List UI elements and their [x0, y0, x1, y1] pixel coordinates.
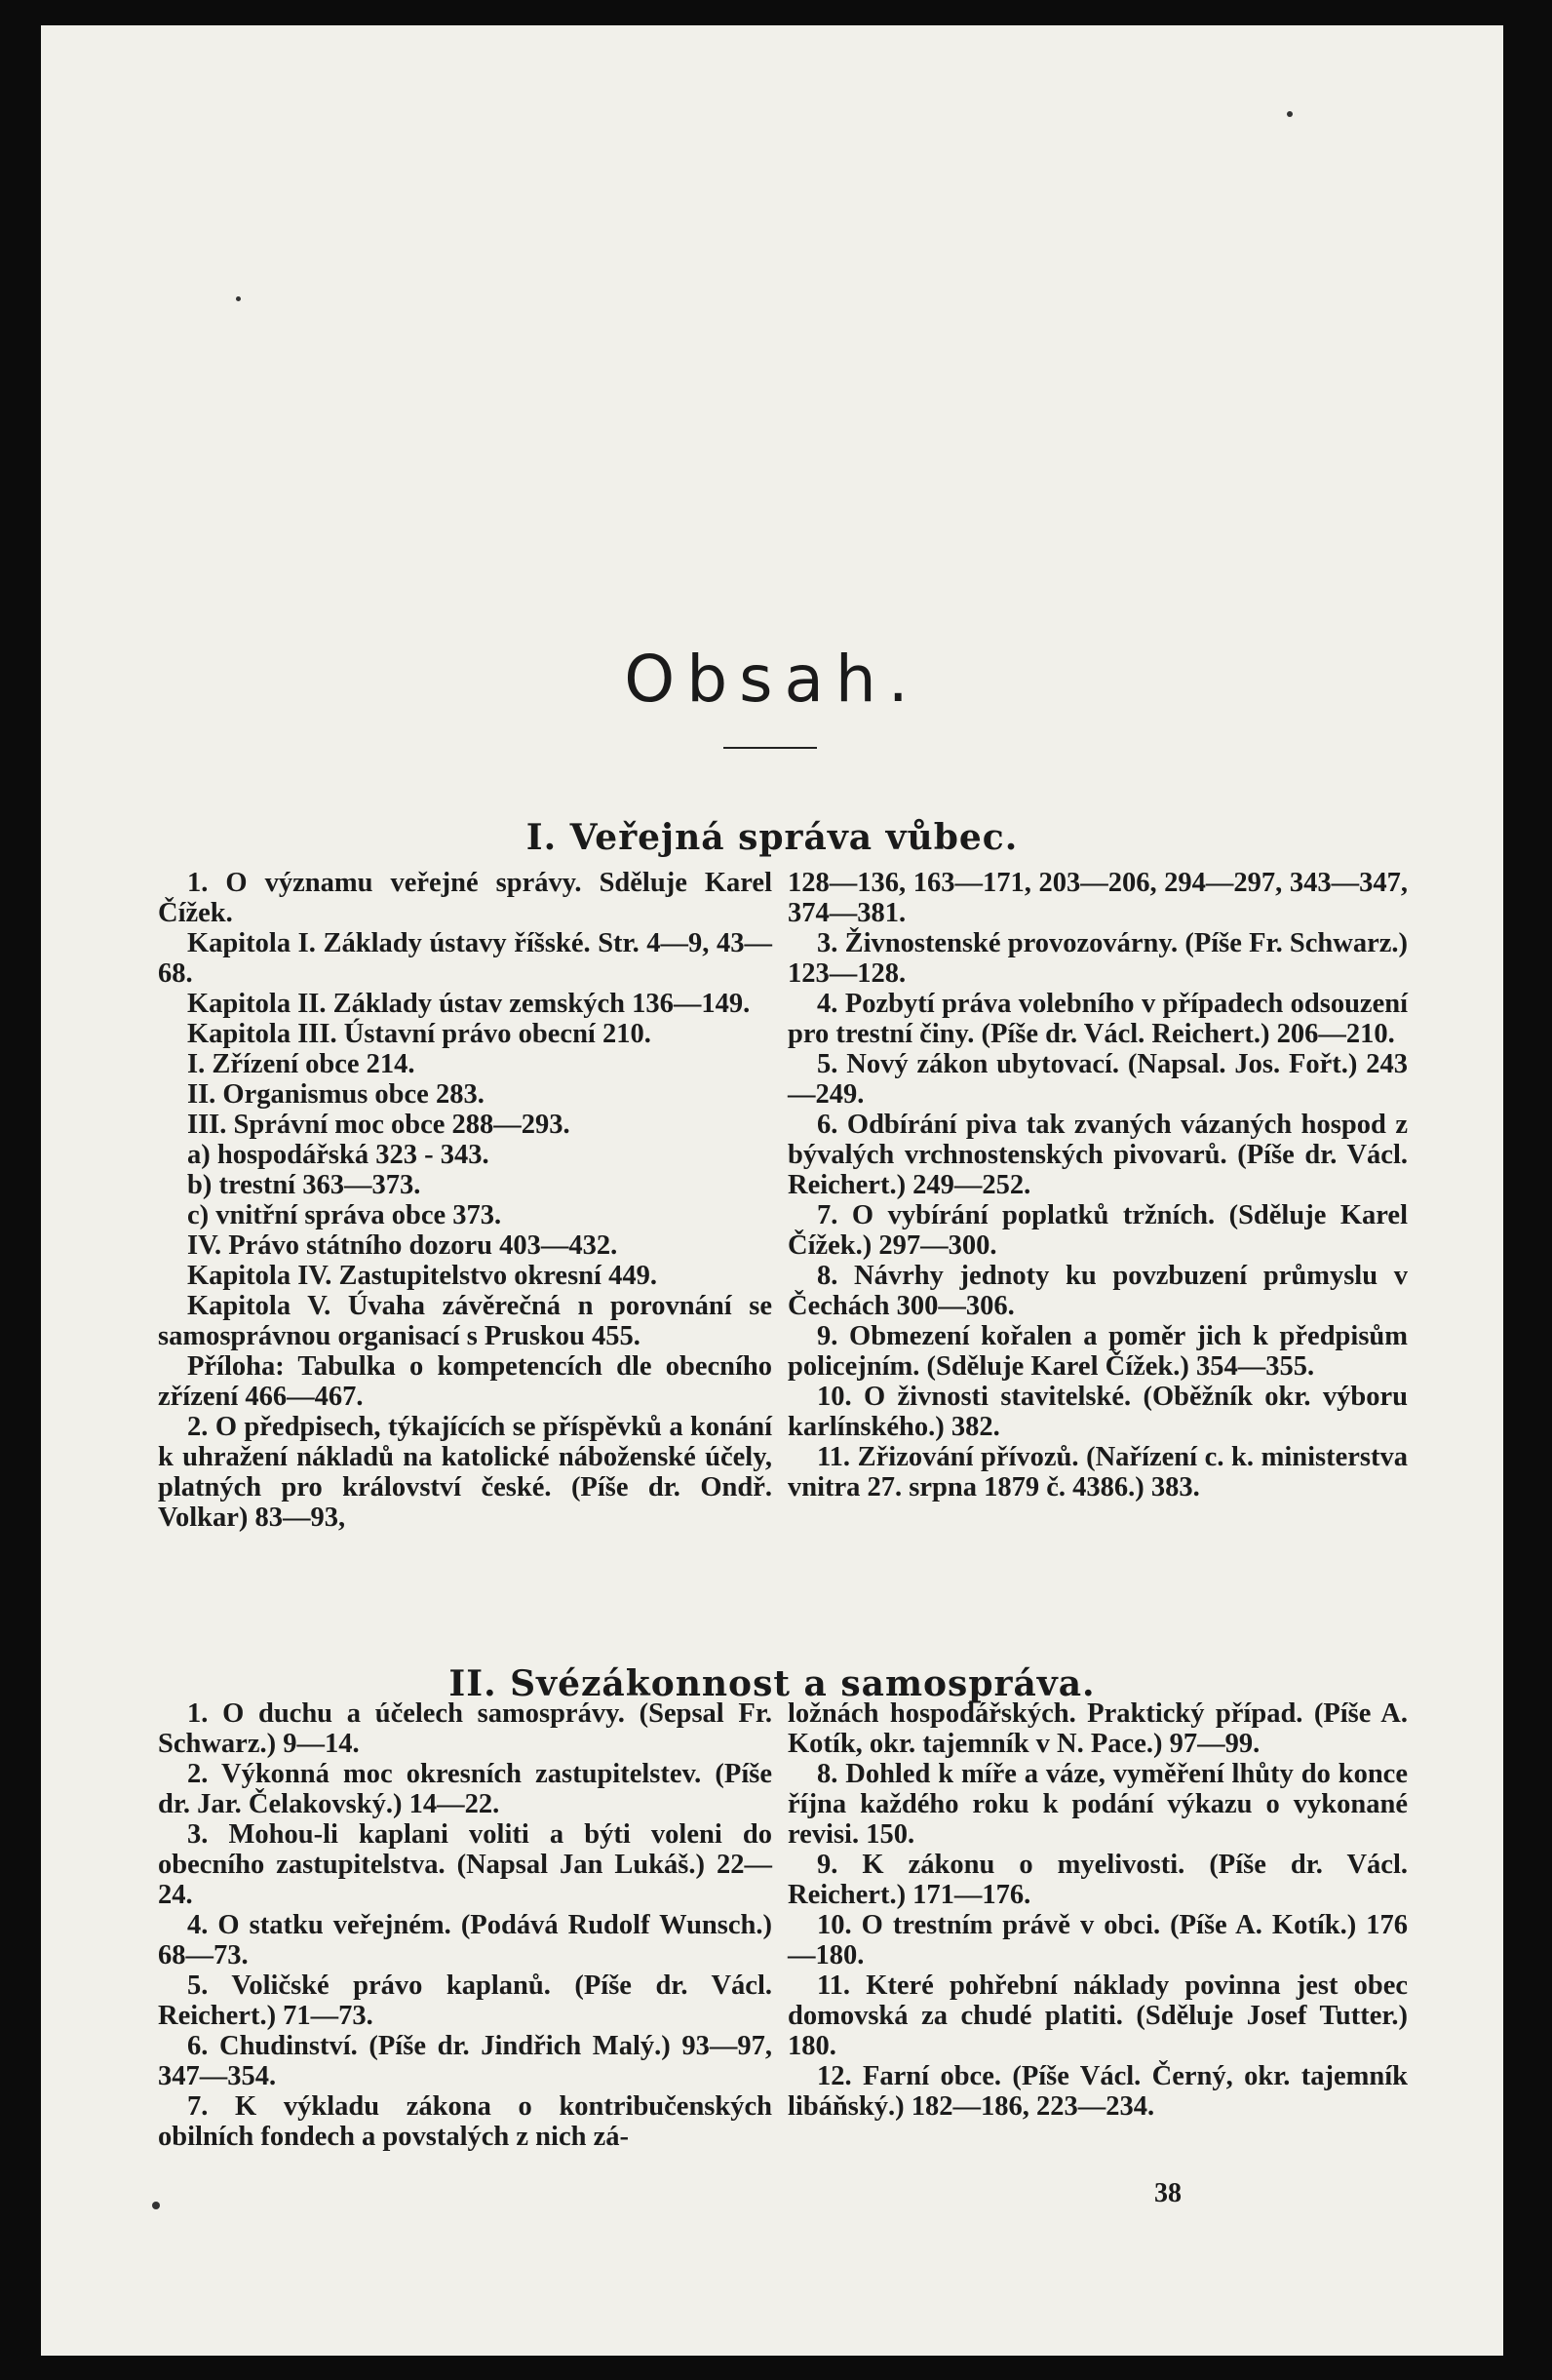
section-2-right-column [788, 1698, 1408, 2122]
toc-entry: b) trestní 363—373. [187, 1170, 421, 1200]
section-2-title: II. Svézákonnost a samospráva. [448, 1663, 1096, 1704]
section-2-left-column [158, 1698, 772, 2152]
toc-entry: 8. Návrhy jednoty ku povzbuzení průmyslu v Čechách 300—306. [788, 1261, 1408, 1321]
toc-entry: 11. Které pohřební náklady povinna jest obec domovská za chudé platiti. (Sděluje Josef Tutter.) 180. [788, 1970, 1408, 2061]
toc-entry: Kapitola III. Ústavní právo obecní 210. [187, 1019, 651, 1049]
toc-entry: 6. Odbírání piva tak zvaných vázaných hospod z bývalých vrchnostenských pivovarů. (Píše dr. Václ. Reichert.) 249—252. [788, 1110, 1408, 1200]
section-1-left-column [158, 868, 772, 1533]
section-1-title: I. Veřejná správa vůbec. [525, 817, 1019, 858]
toc-entry: I. Zřízení obce 214. [187, 1049, 415, 1079]
toc-entry: 1. O významu veřejné správy. Sděluje Karel Čížek. [158, 868, 772, 928]
toc-entry: II. Organismus obce 283. [187, 1079, 485, 1110]
toc-entry: Kapitola I. Základy ústavy říšské. Str. 4—9, 43—68. [158, 928, 772, 989]
toc-entry: 4. O statku veřejném. (Podává Rudolf Wunsch.) 68—73. [158, 1910, 772, 1970]
toc-entry: 3. Živnostenské provozovárny. (Píše Fr. Schwarz.) 123—128. [788, 928, 1408, 989]
toc-entry: 9. K zákonu o myelivosti. (Píše dr. Václ. Reichert.) 171—176. [788, 1850, 1408, 1910]
ink-speck [152, 2202, 160, 2209]
toc-entry: 5. Voličské právo kaplanů. (Píše dr. Václ. Reichert.) 71—73. [158, 1970, 772, 2031]
toc-entry: 3. Mohou-li kaplani voliti a býti voleni do obecního zastupitelstva. (Napsal Jan Lukáš.) 22—24. [158, 1819, 772, 1910]
document-page [41, 25, 1503, 2356]
toc-entry: 9. Obmezení kořalen a poměr jich k předpisům policejním. (Sděluje Karel Čížek.) 354—355. [788, 1321, 1408, 1382]
ink-speck [236, 296, 241, 301]
toc-entry: 7. K výkladu zákona o kontribučenských obilních fondech a povstalých z nich zá- [158, 2091, 772, 2152]
toc-entry: 2. O předpisech, týkajících se příspěvků a konání k uhražení nákladů na katolické náboženské účely, platných pro království české. (Píše dr. Ondř. Volkar) 83—93, [158, 1412, 772, 1533]
toc-entry: 10. O živnosti stavitelské. (Oběžník okr. výboru karlínského.) 382. [788, 1382, 1408, 1442]
toc-entry: 6. Chudinství. (Píše dr. Jindřich Malý.) 93—97, 347—354. [158, 2031, 772, 2091]
toc-entry: 7. O vybírání poplatků tržních. (Sděluje Karel Čížek.) 297—300. [788, 1200, 1408, 1261]
toc-entry: a) hospodářská 323 - 343. [187, 1140, 489, 1170]
page-number: 38 [1154, 2178, 1182, 2208]
toc-entry: Kapitola IV. Zastupitelstvo okresní 449. [187, 1261, 657, 1291]
toc-entry: 8. Dohled k míře a váze, vyměření lhůty do konce října každého roku k podání výkazu o vykonané revisi. 150. [788, 1759, 1408, 1850]
toc-entry: ložnách hospodářských. Praktický případ. (Píše A. Kotík, okr. tajemník v N. Pace.) 97—99. [788, 1698, 1408, 1759]
toc-entry: 2. Výkonná moc okresních zastupitelstev. (Píše dr. Jar. Čelakovský.) 14—22. [158, 1759, 772, 1819]
toc-entry: Příloha: Tabulka o kompetencích dle obecního zřízení 466—467. [158, 1351, 772, 1412]
toc-entry: Kapitola V. Úvaha závěrečná n porovnání se samosprávnou organisací s Pruskou 455. [158, 1291, 772, 1351]
toc-entry: 1. O duchu a účelech samosprávy. (Sepsal Fr. Schwarz.) 9—14. [158, 1698, 772, 1759]
ink-speck [1287, 111, 1293, 117]
title-rule [723, 747, 817, 749]
toc-entry: 10. O trestním právě v obci. (Píše A. Kotík.) 176—180. [788, 1910, 1408, 1970]
section-1-right-column [788, 868, 1408, 1502]
toc-entry: 5. Nový zákon ubytovací. (Napsal. Jos. Fořt.) 243—249. [788, 1049, 1408, 1110]
toc-entry: c) vnitřní správa obce 373. [187, 1200, 502, 1230]
toc-entry: 11. Zřizování přívozů. (Nařízení c. k. ministerstva vnitra 27. srpna 1879 č. 4386.) 383. [788, 1442, 1408, 1502]
toc-entry: 128—136, 163—171, 203—206, 294—297, 343—347, 374—381. [788, 868, 1408, 928]
toc-entry: Kapitola II. Základy ústav zemských 136—149. [187, 989, 751, 1019]
toc-entry: IV. Právo státního dozoru 403—432. [187, 1230, 618, 1261]
toc-entry: 4. Pozbytí práva volebního v případech odsouzení pro trestní činy. (Píše dr. Václ. Reichert.) 206—210. [788, 989, 1408, 1049]
toc-entry: 12. Farní obce. (Píše Václ. Černý, okr. tajemník libáňský.) 182—186, 223—234. [788, 2061, 1408, 2122]
toc-entry: III. Správní moc obce 288—293. [187, 1110, 570, 1140]
page-title: Obsah. [624, 642, 920, 717]
